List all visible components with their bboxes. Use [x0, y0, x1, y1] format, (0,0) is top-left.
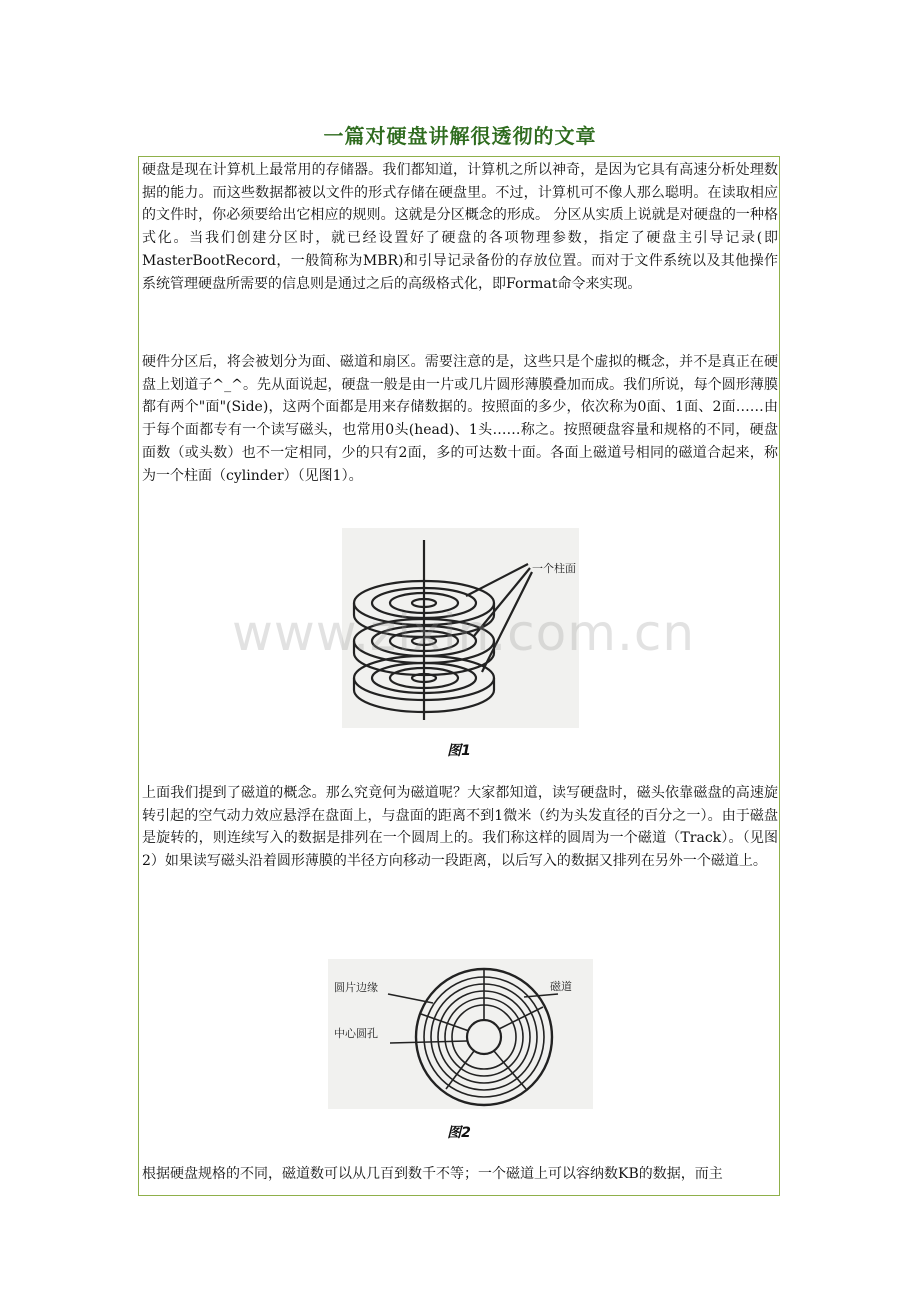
figure-1-caption: 图1: [447, 743, 471, 759]
paragraph-track-capacity: 根据硬盘规格的不同，磁道数可以从几百到数千不等；一个磁道上可以容纳数KB的数据，而主: [142, 1166, 723, 1182]
figure-2-caption: 图2: [447, 1125, 471, 1141]
figure-cylinder-image: [342, 528, 579, 728]
figure-2-label-edge: 圆片边缘: [334, 981, 378, 994]
article-frame: [138, 156, 780, 1196]
document-title: 一篇对硬盘讲解很透彻的文章: [323, 124, 597, 148]
paragraph-partition-intro: 硬盘是现在计算机上最常用的存储器。我们都知道，计算机之所以神奇，是因为它具有高速分析处理数据的能力。而这些数据都被以文件的形式存储在硬盘里。不过，计算机可不像人那么聪明。在读取相应的文件时，你必须要给出它相应的规则。这就是分区概念的形成。 分区从实质上说就是对硬盘的一种格式化。当我们创建分区时，就已经设置好了硬盘的各项物理参数，指定了硬盘主引导记录(即MasterBootRecord，一般简称为MBR)和引导记录备份的存放位置。而对于文件系统以及其他操作系统管理硬盘所需要的信息则是通过之后的高级格式化，即Format命令来实现。: [142, 162, 778, 292]
paragraph-surfaces: 硬件分区后，将会被划分为面、磁道和扇区。需要注意的是，这些只是个虚拟的概念，并不是真正在硬盘上划道子^_^。先从面说起，硬盘一般是由一片或几片圆形薄膜叠加而成。我们所说，每个圆形薄膜都有两个"面"(Side)，这两个面都是用来存储数据的。按照面的多少，依次称为0面、1面、2面……由于每个面都专有一个读写磁头，也常用0头(head)、1头……称之。按照硬盘容量和规格的不同，硬盘面数（或头数）也不一定相同，少的只有2面，多的可达数十面。各面上磁道号相同的磁道合起来，称为一个柱面（cylinder）（见图1）。: [142, 354, 778, 484]
figure-1-label: 一个柱面: [532, 562, 576, 575]
watermark: www.zixin.com.cn: [232, 604, 696, 662]
figure-2-label-track: 磁道: [550, 980, 572, 993]
figure-2-label-hole: 中心圆孔: [334, 1027, 378, 1040]
paragraph-tracks: 上面我们提到了磁道的概念。那么究竟何为磁道呢？大家都知道，读写硬盘时，磁头依靠磁盘的高速旋转引起的空气动力效应悬浮在盘面上，与盘面的距离不到1微米（约为头发直径的百分之一）。由于磁盘是旋转的，则连续写入的数据是排列在一个圆周上的。我们称这样的圆周为一个磁道（Track）。（见图2）如果读写磁头沿着圆形薄膜的半径方向移动一段距离，以后写入的数据又排列在另外一个磁道上。: [142, 785, 778, 870]
figure-track-image: [328, 959, 593, 1109]
